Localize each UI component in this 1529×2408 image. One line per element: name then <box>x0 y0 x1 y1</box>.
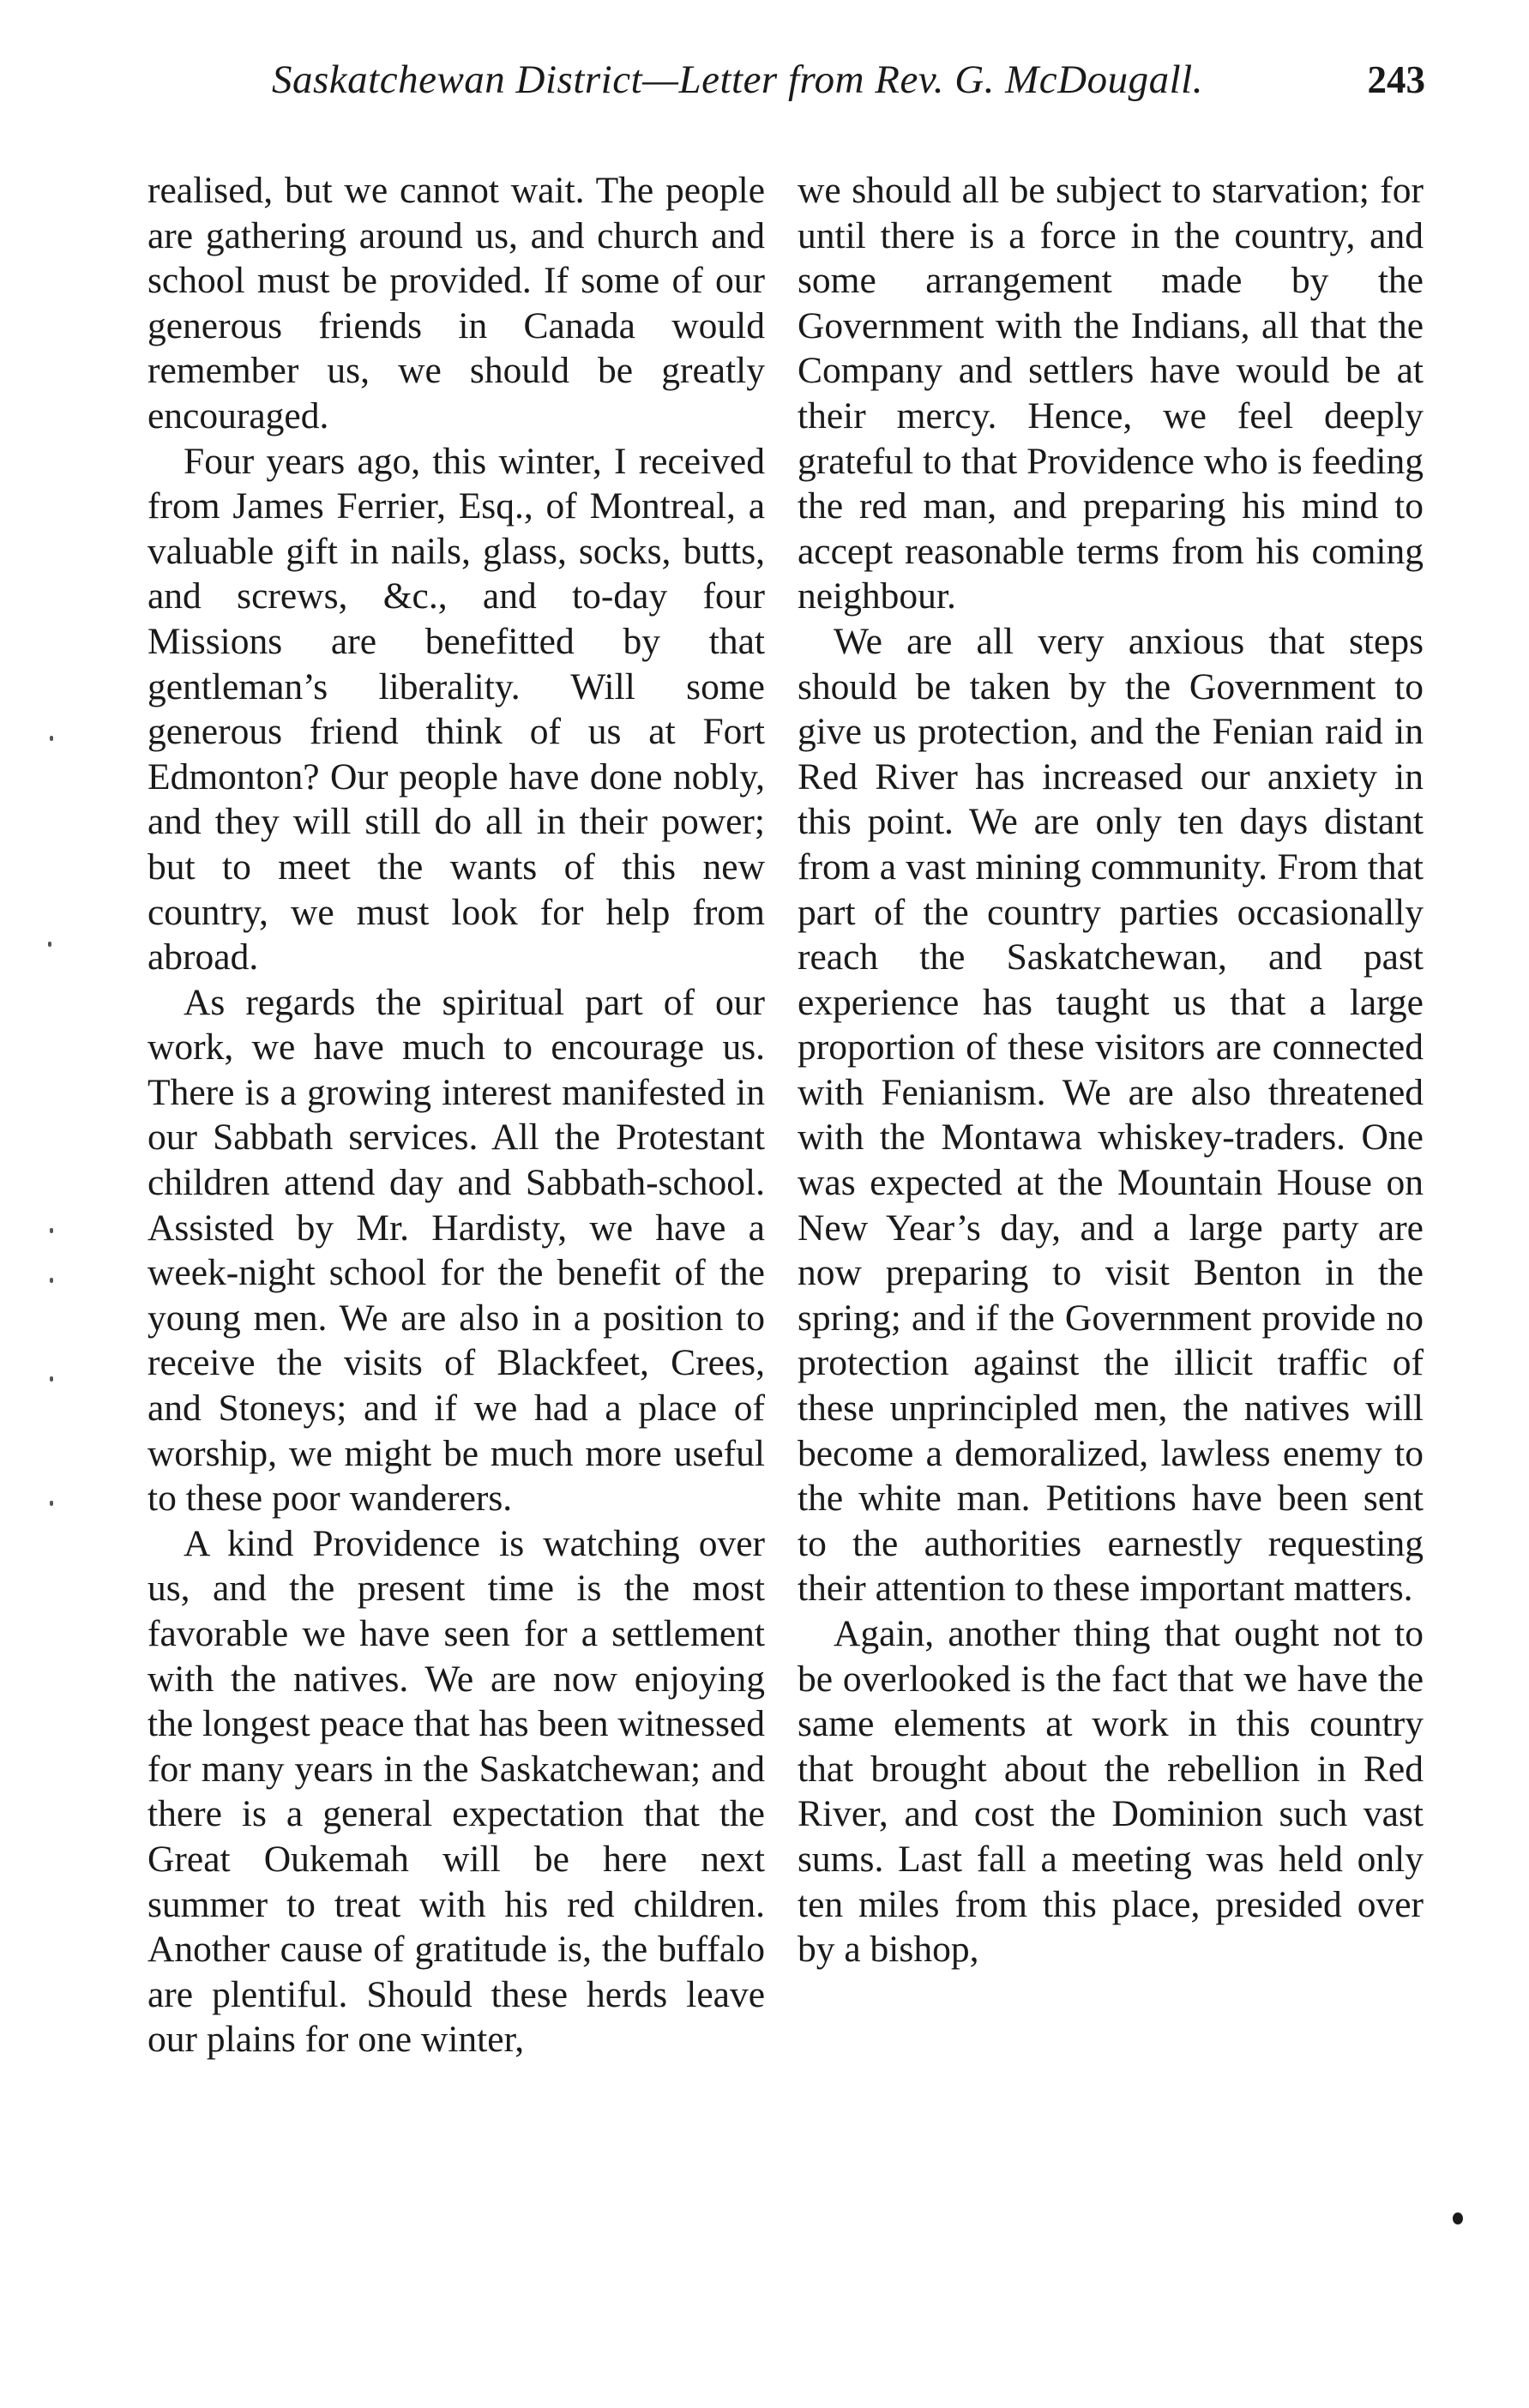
running-title: Saskatchewan District—Letter from Rev. G. McDougall. <box>272 57 1203 102</box>
paragraph: we should all be subject to starvation; for until there is a force in the country, and some arrangement made by the Government with the Indians, all that the Company and settlers have would be at their mercy. Hence, we feel deeply grateful to that Providence who is feeding the red man, and preparing his mind to accept reasonable terms from his coming neighbour. <box>798 170 1424 617</box>
paragraph: realised, but we cannot wait. The people are gathering around us, and church and school must be provided. If some of our generous friends in Canada would remember us, we should be greatly encouraged. <box>147 170 765 436</box>
paragraph: A kind Providence is watching over us, and the present time is the most favorable we have seen for a settlement with the natives. We are now enjoying the longest peace that has been witnessed for many years in the Saskatchewan; and there is a general expectation that the Great Oukemah will be here next summer to treat with his red children. Another cause of gratitude is, the buffalo are plentiful. Should these herds leave our plains for one winter, <box>147 1522 765 2061</box>
margin-speck <box>50 1376 53 1382</box>
paragraph: As regards the spiritual part of our work, we have much to encourage us. There is a growing interest manifested in our Sabbath services. All the Protestant children attend day and Sabbath-school. Assisted by Mr. Hardisty, we have a week-night school for the benefit of the young men. We are also in a position to receive the visits of Blackfeet, Crees, and Stoneys; and if we had a place of worship, we might be much more useful to these poor wanderers. <box>147 981 765 1520</box>
paragraph: We are all very anxious that steps should be taken by the Government to give us protection, and the Fenian raid in Red River has increased our anxiety in this point. We are only ten days distant from a vast mining community. From that part of the country parties occasionally reach the Saskatchewan, and past experience has taught us that a large proportion of these visitors are connected with Fenianism. We are also threatened with the Montawa whiskey-traders. One was expected at the Mountain House on New Year’s day, and a large party are now preparing to visit Benton in the spring; and if the Government provide no protection against the illicit traffic of these unprincipled men, the natives will become a demoralized, lawless enemy to the white man. Petitions have been sent to the authorities earnestly requesting their attention to these important matters. <box>798 620 1424 1610</box>
page-number: 243 <box>1367 58 1425 101</box>
paragraph: Again, another thing that ought not to be overlooked is the fact that we have the same elements at work in this country that brought about the rebellion in Red River, and cost the Dominion such vast sums. Last fall a meeting was held only ten miles from this place, presided over by a bishop, <box>798 1613 1424 1971</box>
right-column <box>798 168 1424 1972</box>
page-header <box>146 50 1432 110</box>
margin-speck <box>50 1228 53 1233</box>
margin-ink-dot <box>1453 2212 1463 2224</box>
paragraph: Four years ago, this winter, I received from James Ferrier, Esq., of Montreal, a valuable gift in nails, glass, socks, butts, and screws, &c., and to-day four Missions are benefitted by that gentleman’s liberality. Will some generous friend think of us at Fort Edmonton? Our people have done nobly, and they will still do all in their power; but to meet the wants of this new country, we must look for help from abroad. <box>147 440 765 978</box>
margin-speck <box>48 942 51 947</box>
left-column <box>147 168 765 2062</box>
margin-speck <box>50 1278 53 1283</box>
margin-speck <box>50 736 53 741</box>
margin-speck <box>50 1501 53 1506</box>
